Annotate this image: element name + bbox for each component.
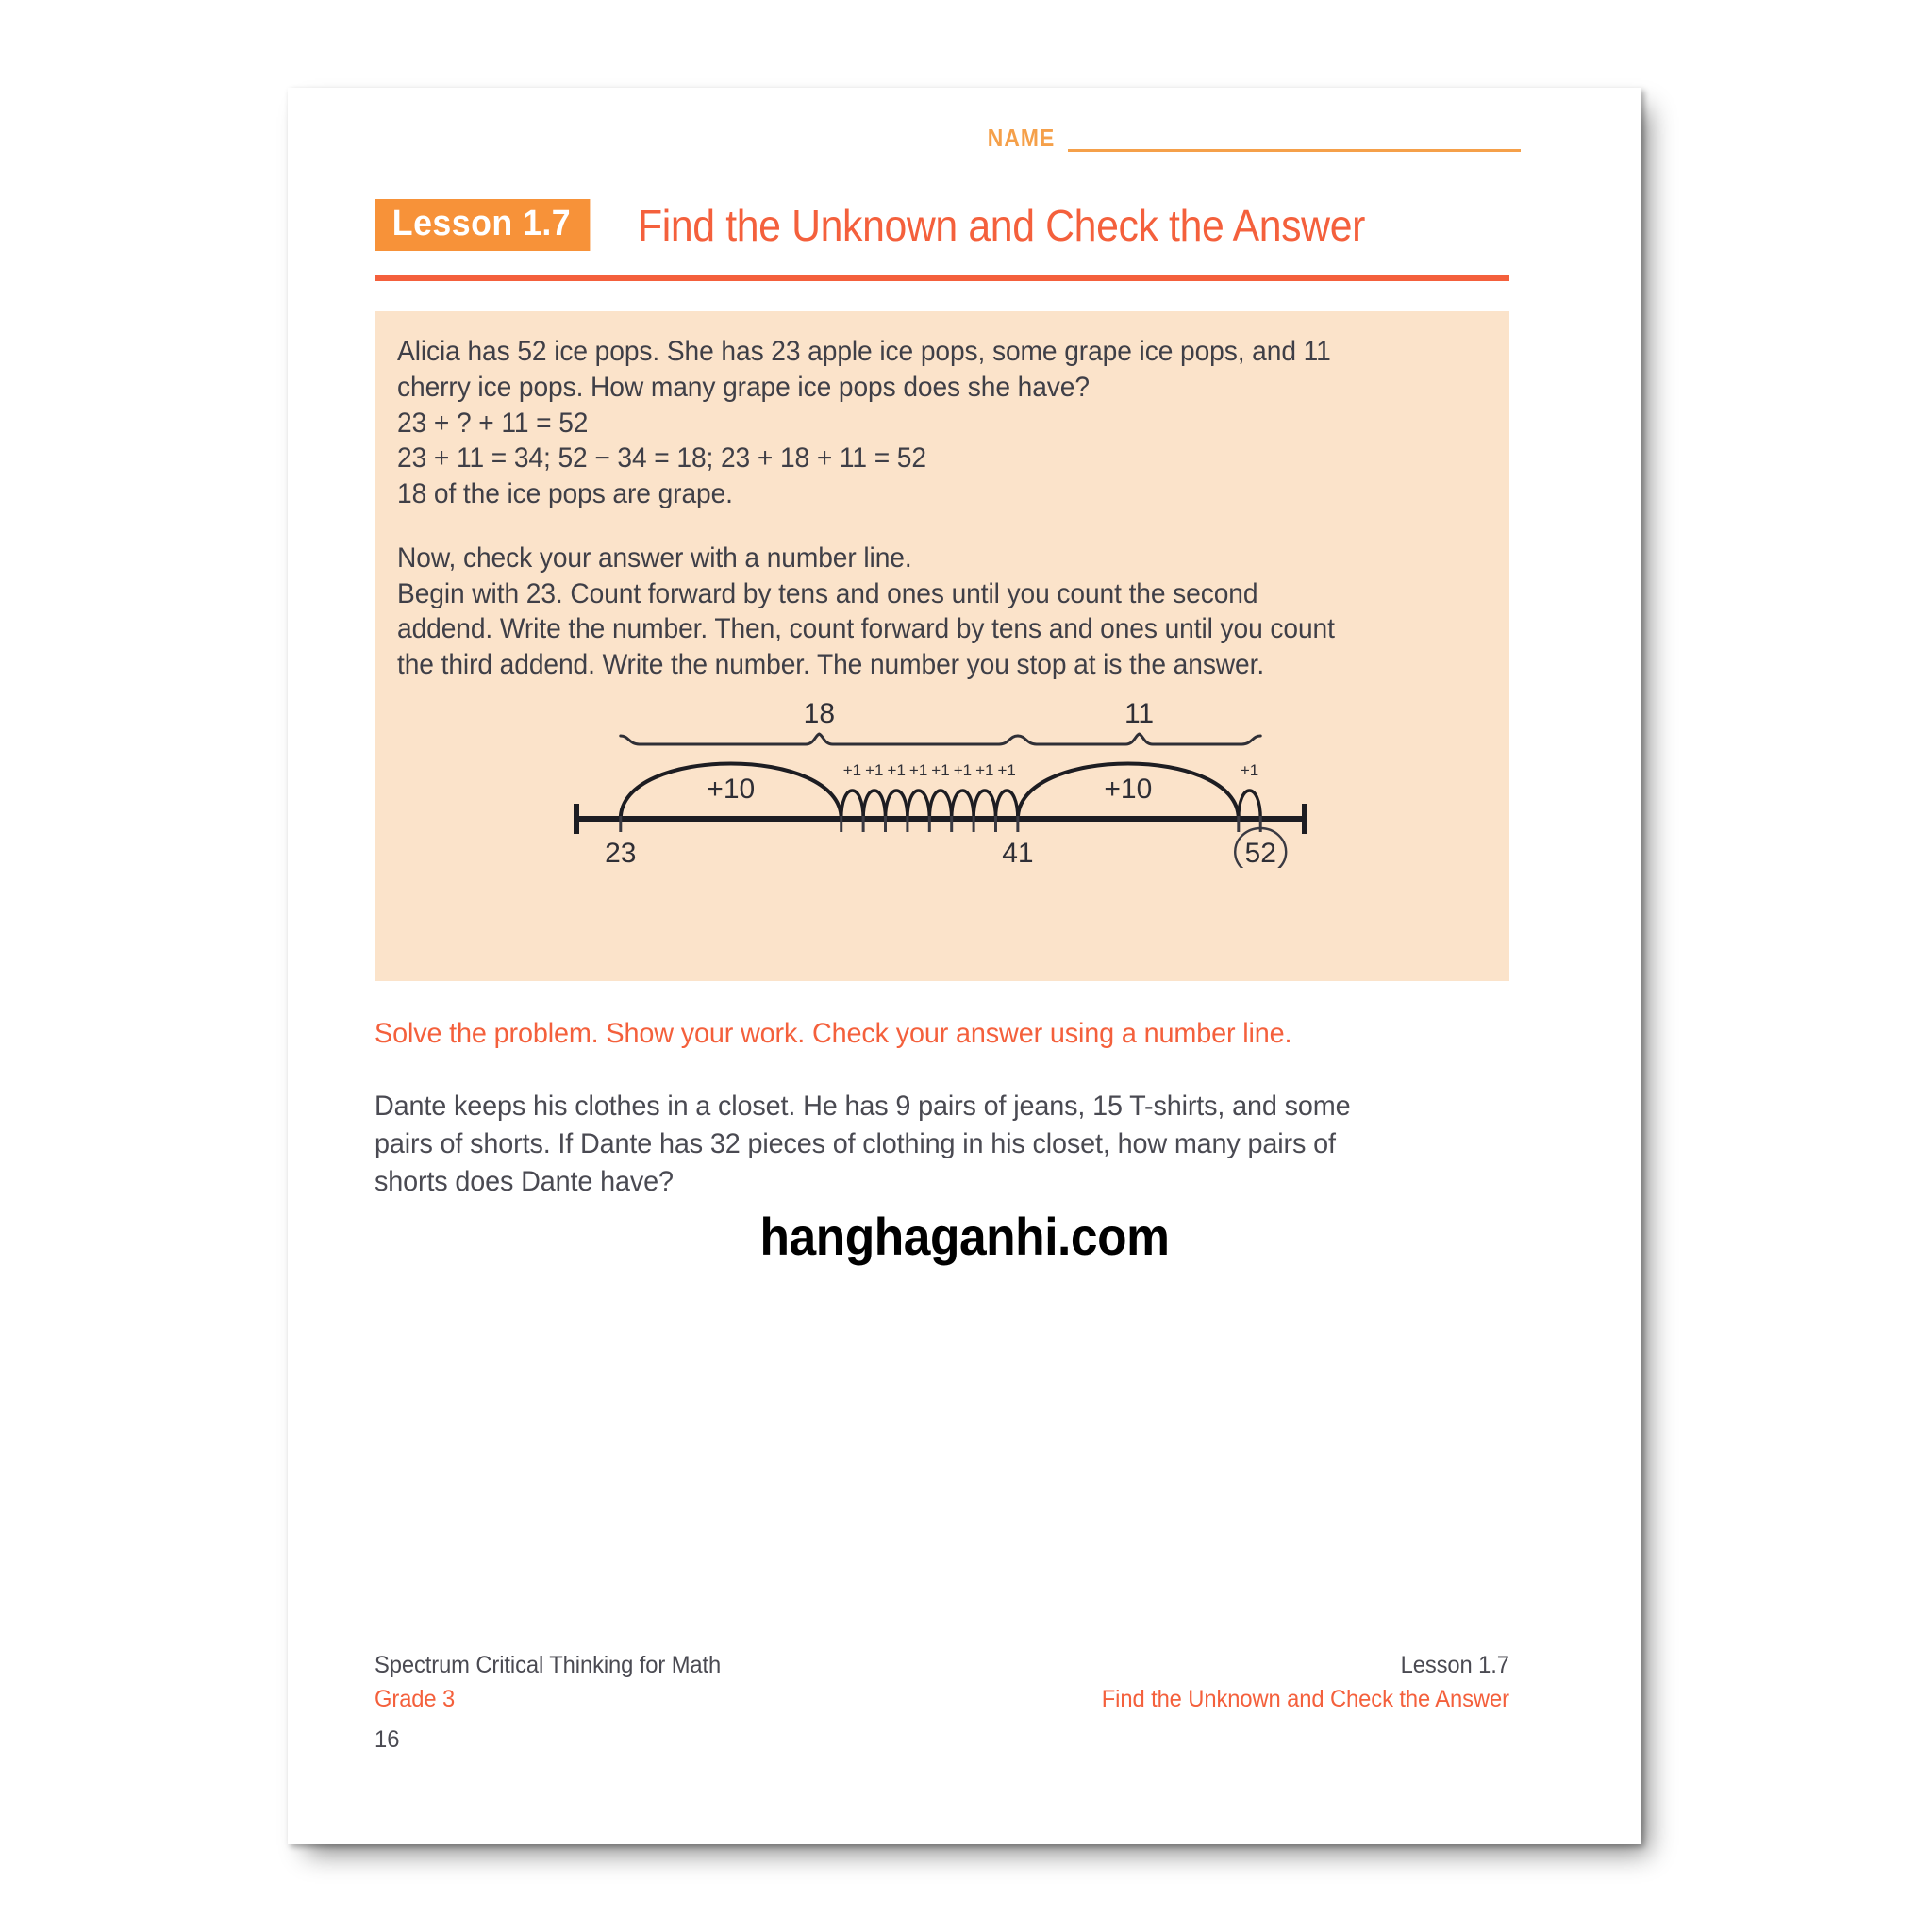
number-line-diagram xyxy=(563,689,1318,868)
number-line-jumps xyxy=(621,761,1260,819)
footer-grade: Grade 3 xyxy=(375,1685,456,1712)
svg-text:52: 52 xyxy=(1244,838,1276,868)
svg-text:+1: +1 xyxy=(1240,761,1259,779)
practice-line-2: pairs of shorts. If Dante has 32 pieces of clothing in his closet, how many pairs of xyxy=(375,1127,1336,1159)
footer-right xyxy=(1080,1649,1509,1716)
example-spacer xyxy=(397,512,1481,541)
page-footer xyxy=(375,1649,1509,1781)
svg-text:+1: +1 xyxy=(931,761,950,779)
footer-lesson-ref: Lesson 1.7 xyxy=(1400,1652,1509,1678)
svg-text:+1: +1 xyxy=(908,761,928,779)
svg-text:23: 23 xyxy=(605,838,637,868)
svg-text:+10: +10 xyxy=(1104,774,1153,805)
svg-text:+1: +1 xyxy=(842,761,862,779)
example-line-6: Now, check your answer with a number line. xyxy=(397,541,912,574)
example-equation-work: 23 + 11 = 34; 52 − 34 = 18; 23 + 18 + 11 = 52 xyxy=(397,442,926,475)
instruction-text: Solve the problem. Show your work. Check your answer using a number line. xyxy=(375,1018,1292,1049)
footer-left xyxy=(375,1649,739,1757)
practice-line-3: shorts does Dante have? xyxy=(375,1165,674,1197)
svg-text:+1: +1 xyxy=(975,761,994,779)
svg-text:11: 11 xyxy=(1124,698,1155,729)
example-answer-sentence: 18 of the ice pops are grape. xyxy=(397,478,733,509)
title-divider xyxy=(375,275,1509,281)
name-write-line[interactable] xyxy=(1068,149,1521,152)
svg-text:18: 18 xyxy=(803,698,836,729)
example-line-2: cherry ice pops. How many grape ice pops does she have? xyxy=(397,371,1090,403)
svg-text:+10: +10 xyxy=(707,774,756,805)
number-line-braces xyxy=(621,698,1260,744)
practice-line-1: Dante keeps his clothes in a closet. He has 9 pairs of jeans, 15 T-shirts, and some xyxy=(375,1091,1351,1122)
example-line-8: addend. Write the number. Then, count forward by tens and ones until you count xyxy=(397,613,1335,645)
number-line-axis xyxy=(576,804,1305,834)
footer-lesson-name: Find the Unknown and Check the Answer xyxy=(1101,1685,1509,1712)
lesson-header xyxy=(375,199,1516,251)
practice-problem xyxy=(375,1088,1434,1201)
name-field-row xyxy=(288,88,1641,154)
number-line-tick-labels xyxy=(605,828,1286,868)
worksheet-page xyxy=(288,88,1641,1844)
footer-series-title: Spectrum Critical Thinking for Math xyxy=(375,1652,722,1678)
svg-text:41: 41 xyxy=(1002,838,1034,868)
example-line-1: Alicia has 52 ice pops. She has 23 apple ice pops, some grape ice pops, and 11 xyxy=(397,336,1331,367)
footer-page-number: 16 xyxy=(375,1726,400,1753)
svg-text:+1: +1 xyxy=(953,761,973,779)
example-line-9: the third addend. Write the number. The number you stop at is the answer. xyxy=(397,649,1265,680)
example-line-7: Begin with 23. Count forward by tens and ones until you count the second xyxy=(397,577,1258,609)
lesson-number-badge: Lesson 1.7 xyxy=(375,199,591,251)
worked-example-box xyxy=(375,311,1509,981)
svg-text:+1: +1 xyxy=(887,761,906,779)
name-label: NAME xyxy=(987,124,1055,152)
svg-text:+1: +1 xyxy=(865,761,884,779)
example-equation-unknown: 23 + ? + 11 = 52 xyxy=(397,407,589,439)
watermark: hanghaganhi.com xyxy=(759,1207,1170,1266)
svg-text:+1: +1 xyxy=(997,761,1016,779)
page-title: Find the Unknown and Check the Answer xyxy=(638,200,1366,250)
